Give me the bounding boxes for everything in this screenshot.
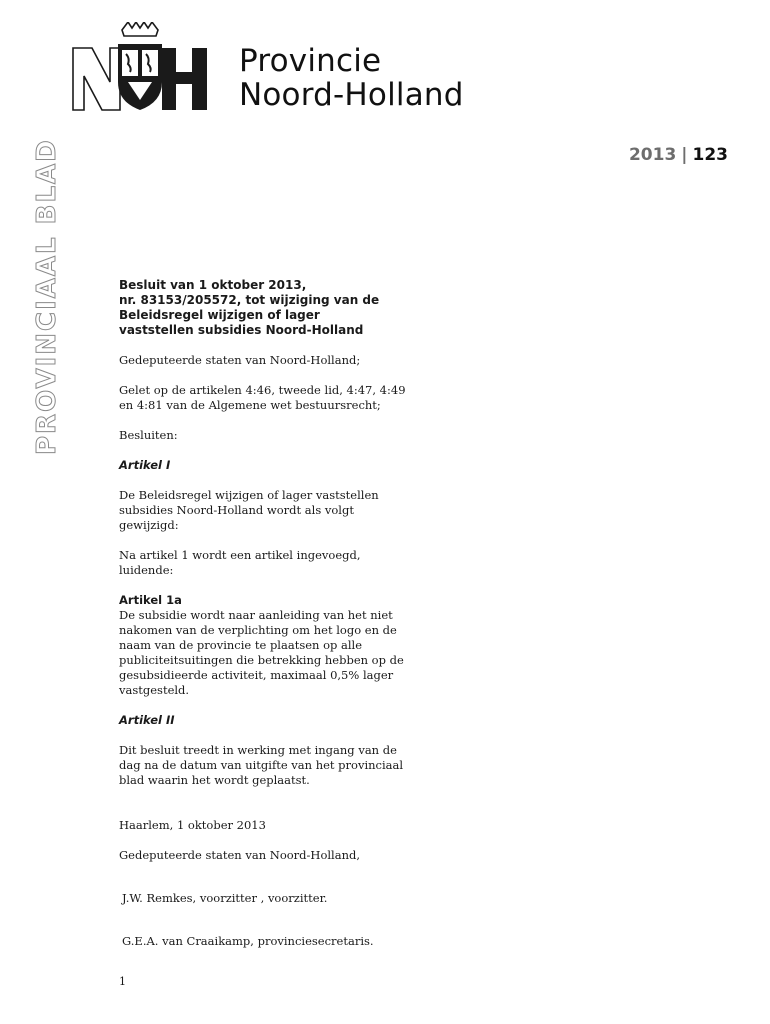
page-number: 1 bbox=[119, 975, 126, 988]
document-body bbox=[119, 278, 419, 949]
org-line-2: Noord-Holland bbox=[239, 77, 464, 113]
text-line: nakomen van de verplichting om het logo en de bbox=[119, 623, 397, 637]
title-line: vaststellen subsidies Noord-Holland bbox=[119, 323, 364, 337]
text-line: luidende: bbox=[119, 563, 174, 577]
province-logo bbox=[70, 22, 210, 112]
text-line: dag na de datum van uitgifte van het provinciaal bbox=[119, 758, 404, 772]
text-line: Dit besluit treedt in werking met ingang van de bbox=[119, 743, 397, 757]
article-1-heading: Artikel I bbox=[119, 458, 171, 472]
title-line: Beleidsregel wijzigen of lager bbox=[119, 308, 320, 322]
title-line: nr. 83153/205572, tot wijziging van de bbox=[119, 293, 380, 307]
insert-paragraph bbox=[119, 548, 419, 578]
text-line: blad waarin het wordt geplaatst. bbox=[119, 773, 310, 787]
document-title bbox=[119, 278, 419, 338]
text-line: naam van de provincie te plaatsen op alle bbox=[119, 638, 363, 652]
issue-separator: | bbox=[681, 145, 688, 165]
signatory-1: J.W. Remkes, voorzitter , voorzitter. bbox=[122, 891, 328, 905]
place-date: Haarlem, 1 oktober 2013 bbox=[119, 818, 266, 832]
article-1-text bbox=[119, 488, 419, 533]
signatory-2: G.E.A. van Craaikamp, provinciesecretaris. bbox=[122, 934, 374, 948]
article-1a-heading: Artikel 1a bbox=[119, 593, 182, 607]
issue-year: 2013 bbox=[628, 145, 677, 165]
intro-paragraph: Gedeputeerde staten van Noord-Holland; bbox=[119, 353, 361, 367]
title-line: Besluit van 1 oktober 2013, bbox=[119, 278, 307, 292]
considering-paragraph bbox=[119, 383, 419, 413]
text-line: De subsidie wordt naar aanleiding van het niet bbox=[119, 608, 393, 622]
text-line: gesubsidieerde activiteit, maximaal 0,5% lager bbox=[119, 668, 394, 682]
text-line: en 4:81 van de Algemene wet bestuursrecht; bbox=[119, 398, 381, 412]
text-line: publiciteitsuitingen die betrekking hebben op de bbox=[119, 653, 404, 667]
article-2-text bbox=[119, 743, 419, 788]
article-2-heading: Artikel II bbox=[119, 713, 175, 727]
text-line: Na artikel 1 wordt een artikel ingevoegd, bbox=[119, 548, 361, 562]
nh-coat-of-arms-logo-icon bbox=[70, 22, 210, 112]
text-line: De Beleidsregel wijzigen of lager vaststellen bbox=[119, 488, 379, 502]
article-1a-text bbox=[119, 608, 419, 698]
issue-number: 123 bbox=[692, 145, 728, 165]
text-line: Gelet op de artikelen 4:46, tweede lid, 4:47, 4:49 bbox=[119, 383, 406, 397]
side-label: PROVINCIAAL BLAD bbox=[32, 138, 62, 455]
org-line-1: Provincie bbox=[239, 43, 382, 79]
text-line: gewijzigd: bbox=[119, 518, 179, 532]
text-line: subsidies Noord-Holland wordt als volgt bbox=[119, 503, 354, 517]
organization-name bbox=[239, 44, 464, 112]
decide-paragraph: Besluiten: bbox=[119, 428, 178, 442]
text-line: vastgesteld. bbox=[119, 683, 190, 697]
signoff: Gedeputeerde staten van Noord-Holland, bbox=[119, 848, 361, 862]
issue-number-label bbox=[629, 145, 728, 165]
